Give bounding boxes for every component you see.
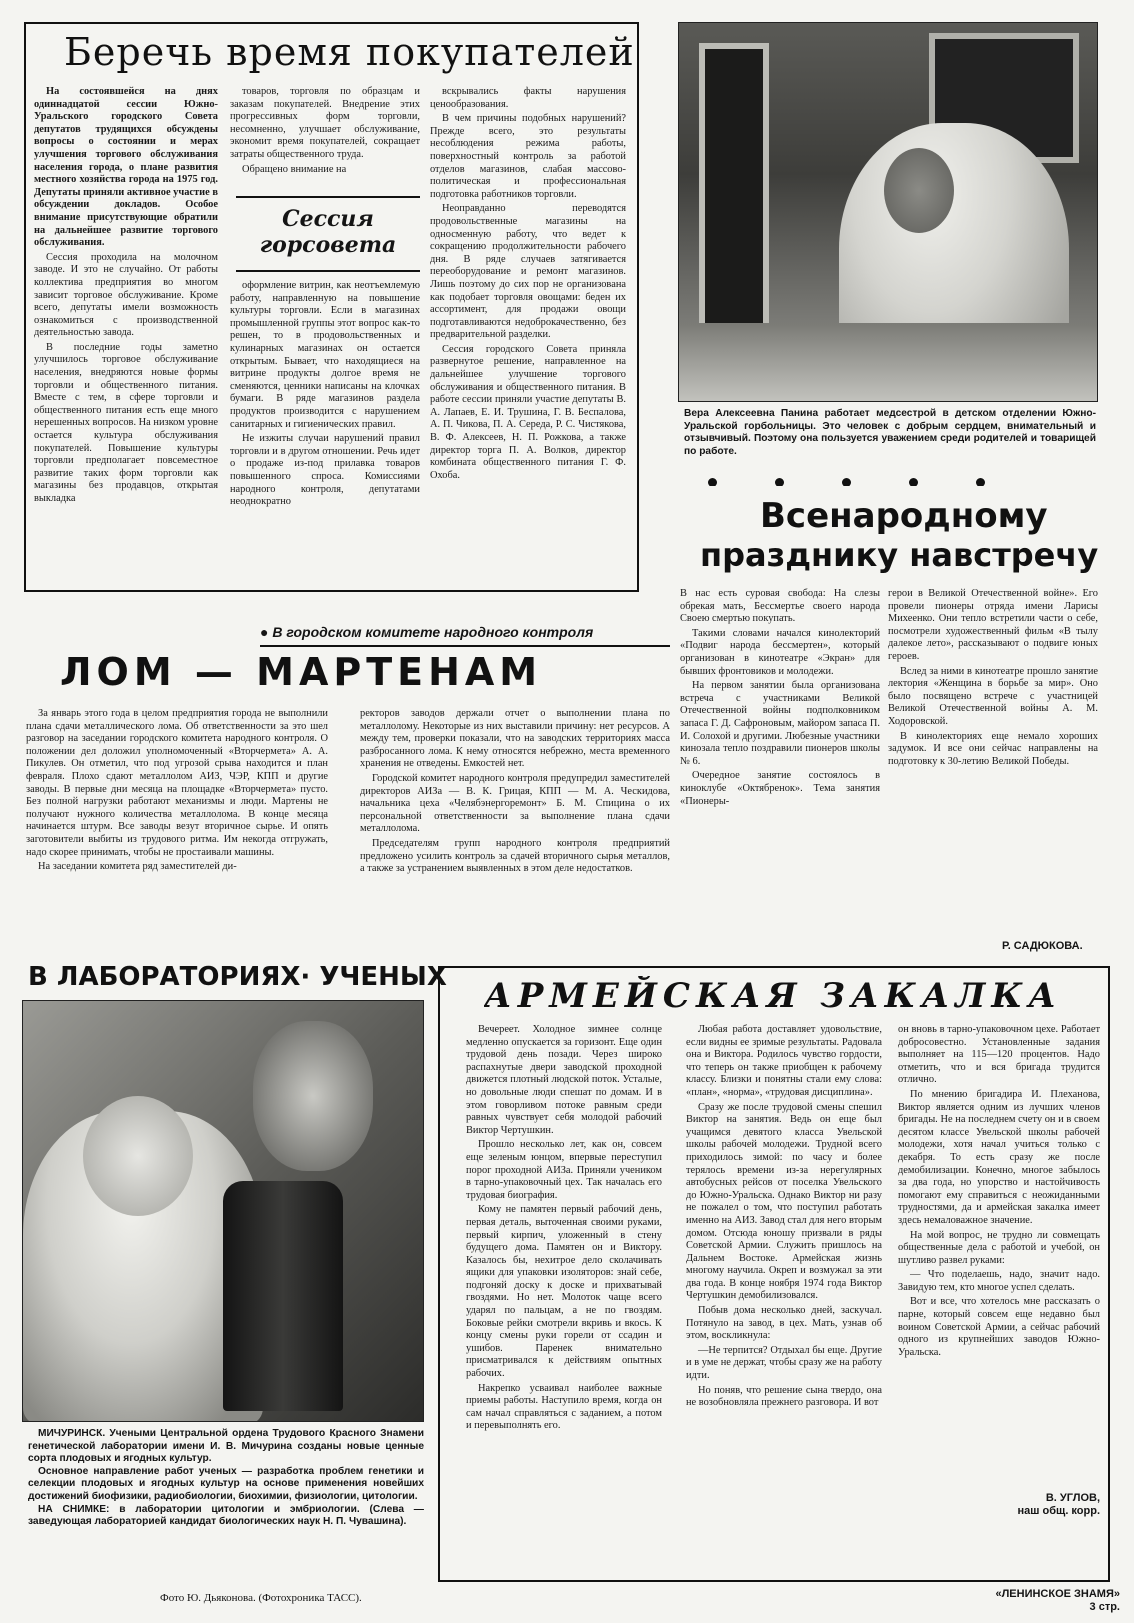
scientist-head xyxy=(83,1096,193,1216)
article3-col1 xyxy=(680,588,880,956)
article4-author-role: наш общ. корр. xyxy=(1017,1505,1100,1517)
dot xyxy=(842,478,851,486)
dot xyxy=(976,478,985,486)
table-surface xyxy=(679,323,1098,402)
paragraph: Не изжиты случаи нарушений правил торговли и в другом отношении. Речь идет о продаже из-под прилавка товаров повышенного спроса. Комиссиями народного контроля, депутатами неоднократно xyxy=(230,433,420,508)
footer-page-number: 3 стр. xyxy=(1089,1601,1120,1613)
paragraph: В кинолекториях еще немало хороших задумок. И все они сейчас направлены на подготовку к 30-летию Великой Победы. xyxy=(888,730,1098,767)
paragraph: На состоявшейся на днях одиннадцатой сессии Южно-Уральского городского Совета депутатов трудящихся обсуждены вопросы о состоянии и мерах улучшения торгового обслуживания населения города, о плане развития местного хозяйства города на 1975 год. Депутаты приняли активное участие в обсуждении докладов. Особое внимание присутствующие обратили на дальнейшее развитие торгового обслуживания. xyxy=(34,86,218,249)
microscope xyxy=(223,1181,343,1411)
nurse-photo-caption: Вера Алексеевна Панина работает медсестрой в детском отделении Южно-Уральской горбольницы. Это человек с добрым сердцем, внимательный и отзывчивый. Поэтому она пользуется уважением среди родителей и товарищей по работе. xyxy=(684,408,1096,457)
lab-heading: В ЛАБОРАТОРИЯХ· УЧЕНЫХ xyxy=(28,962,447,992)
dot-row xyxy=(708,472,1108,486)
paragraph: Обращено внимание на xyxy=(242,163,347,175)
paragraph: Сессия городского Совета приняла развернутое решение, направленное на дальнейшее улучшение торгового обслуживания и общественного питания. В работе сессии приняли участие депутаты В. А. Лапаев, Е. И. Трушина, Г. В. Беспалова, А. П. Чикова, П. А. Середа, Р. С. Чистякова, В. Ф. Алексеев, Н. П. Рожкова, а также директор торга П. А. Волков, директор комбината общественного питания Г. Ф. Охоба. xyxy=(430,343,626,481)
paragraph: Сессия проходила на молочном заводе. И это не случайно. От работы коллектива предприятия во многом зависит торговое обслуживание. Кроме всего, депутаты имели возможность ознакомиться с производственной деятельностью завода. xyxy=(34,251,218,339)
paragraph: На мой вопрос, не трудно ли совмещать общественные дела с работой и учебой, он шутливо развел руками: xyxy=(898,1229,1100,1266)
footer xyxy=(930,1588,1120,1614)
article4-col1 xyxy=(466,1024,662,1570)
paragraph: Вслед за ними в кинотеатре прошло занятие лектория «Женщина в борьбе за мир». Оно было посвящено встрече с участницей Великой Отечественной войны А. М. Ходоровской. xyxy=(888,665,1098,727)
paragraph: Любая работа доставляет удовольствие, если видны ее зримые результаты. Радовала она и Виктора. Родилось чувство гордости, что теперь он также приобщен к рабочему классу. Близки и понятны стали ему слова: «план», «норма», «трудовая дисциплина». xyxy=(686,1024,882,1098)
article1-subhead-line2: горсовета xyxy=(259,232,397,258)
article3-col2 xyxy=(888,588,1098,934)
paragraph: По мнению бригадира И. Плеханова, Виктор является одним из лучших членов бригады. Не на последнем счету он и в своем десятом классе Увельской школы рабочей молодежи, хотя начал учиться только с декабря. То есть сразу же после демобилизации. Конечно, многое забылось за два года, но упорство и настойчивость помогают ему справиться с неожиданными трудностями, да и армейская закалка имеет здесь немаловажное значение. xyxy=(898,1088,1100,1226)
lab-caption-p2: Основное направление работ ученых — разработка проблем генетики и селекции плодовых и ягодных культур на основе применения новейших достижений биофизики, радиобиологии, биохимии, физиологии, цитологии. xyxy=(28,1465,424,1502)
article4-col3 xyxy=(898,1024,1100,1488)
nurse-face xyxy=(884,148,954,233)
paragraph: оформление витрин, как неотъемлемую работу, направленную на повышение культуры торговли. Если в магазинах промышленной группы этот вопрос как-то решен, то в продовольственных и кулинарных магазинах он остается открытым. Бывает, что находящиеся на витрине продукты долгое время не сменяются, ценники написаны на клочках бумаги. В ряде магазинов раздела продуктов производится с нарушением санитарных и гигиенических правил. xyxy=(230,280,420,430)
paragraph: Но поняв, что решение сына твердо, она не возобновляла прежнего разговора. И вот xyxy=(686,1384,882,1409)
article3-author: Р. САДЮКОВА. xyxy=(1002,940,1083,952)
poem: В нас есть суровая свобода: На слезы обрекая мать, Бессмертье своего народа Своею смертью покупать. xyxy=(680,588,880,625)
lab-caption-p3: НА СНИМКЕ: в лаборатории цитологии и эмбриологии. (Слева — заведующая лабораторией кандидат биологических наук Н. П. Чувашина). xyxy=(28,1503,424,1528)
paragraph: Председателям групп народного контроля предприятий предложено усилить контроль за сдачей вторичного сырья металлов, а также за устранением выявленных в этом деле недостатков. xyxy=(360,837,670,875)
paragraph: За январь этого года в целом предприятия города не выполнили плана сдачи металлического лома. Об ответственности за это шел разговор на заседании городского комитета народного контроля. О положении дел доложил уполномоченный «Вторчермета» А. А. Пикулев. Он отметил, что под угрозой срыва находится и план февраля. Плохо сдают металлолом АИЗ, ЧЭР, КПП и другие заводы. В первые дни месяца на площадке «Вторчермета» пусто. Без полной нагрузки работают механизмы и люди. Мартены не получают нужного количества металлолома. В конце месяца начинается штурм. Все заводы везут вторичное сырье. И опять заготовители выбиты из трудового ритма. Им некогда отгружать, надо скорее принимать, чтобы не простаивали машины. xyxy=(26,708,328,858)
article3-headline-line2: празднику навстречу xyxy=(700,536,1099,574)
paragraph: Накрепко усваивал наиболее важные приемы работы. Наступило время, когда он сам начал справляться с заданием, а потом и перевыполнять его. xyxy=(466,1382,662,1432)
article4-headline: АРМЕЙСКАЯ ЗАКАЛКА xyxy=(484,976,1062,1016)
assistant-figure xyxy=(253,1021,373,1171)
dot xyxy=(909,478,918,486)
paragraph: На первом занятии была организована встреча с участниками Великой Отечественной войны подполковником запаса Г. Д. Сафроновым, майором запаса П. И. Солохой и другими. Любезные участники кинозала тепло поздравили пионеров школы № 6. xyxy=(680,680,880,767)
paragraph: герои в Великой Отечественной войне». Его провели пионеры отряда имени Ларисы Михеенко. Они тепло встретили части о себе, посмотрели художественный фильм «В тылу далекое лето», рассказывают о подвиге юных героев. xyxy=(888,588,1098,662)
article2-col2 xyxy=(360,708,670,956)
paragraph: Кому не памятен первый рабочий день, первая деталь, выточенная своими руками, первый кирпич, уложенный в стену будущего дома. Памятен он и Виктору. Казалось бы, нехитрое дело сколачивать ящики для упаковки изоляторов: знай себе, подгоняй доску к доске и прихватывай гвоздями. Но нет. Молоток чаще всего ударял по пальцам, а не по гвоздям. Боковые рейки смотрели вкривь и вкось. К концу смены руки горели от ссадин и ушибов. Паренек внимательно присматривался к действиям опытных рабочих. xyxy=(466,1204,662,1380)
paragraph: Побыв дома несколько дней, заскучал. Потянуло на завод, в цех. Мать, узнав об этом, воскликнула: xyxy=(686,1305,882,1342)
article1-col3 xyxy=(430,86,626,586)
article1-headline: Беречь время покупателей xyxy=(64,30,635,74)
article2-kicker-rule xyxy=(260,645,670,647)
paragraph: ректоров заводов держали отчет о выполнении плана по металлолому. Некоторые из них выставили причину: нет ресурсов. А между тем, проверки показали, что на заводских территориях масса разбросанного лома. К нему относятся небрежно, места временного хранения не отведены. Емкостей нет. xyxy=(360,708,670,770)
lab-photo-credit: Фото Ю. Дьяконова. (Фотохроника ТАСС). xyxy=(160,1592,362,1604)
footer-paper-name: «ЛЕНИНСКОЕ ЗНАМЯ» xyxy=(995,1588,1120,1600)
paragraph: Неоправданно переводятся продовольственные магазины на односменную работу, что ведет к сокращению продолжительности рабочего дня. В ряде случаев затягивается переоборудование и ремонт магазинов. Лишь поэтому до сих пор не организована как подобает торговля овощами: беден их ассортимент, для продажи овощи подготавливаются недоброкачественно, без предварительной разделки. xyxy=(430,203,626,341)
article1-subhead-box xyxy=(236,196,420,272)
paragraph: он вновь в тарно-упаковочном цехе. Работает добросовестно. Установленные задания выполняет на 115—120 процентов. Надо отметить, что и вся бригада трудится отлично. xyxy=(898,1024,1100,1086)
article3-headline-line1: Всенародному xyxy=(760,496,1048,536)
paragraph: Вот и все, что хотелось мне рассказать о парне, который совсем еще недавно был воином Советской Армии, а сейчас рабочий одного из крупнейших заводов Южно-Уральска. xyxy=(898,1296,1100,1358)
paragraph: вскрывались факты нарушения ценообразования. xyxy=(430,86,626,110)
paragraph: Такими словами начался кинолекторий «Подвиг народа бессмертен», который организован в кинотеатре «Экран» для бывших фронтовиков и молодежи. xyxy=(680,627,880,677)
article2-headline: ЛОМ — МАРТЕНАМ xyxy=(60,650,543,694)
article4-author xyxy=(980,1492,1100,1518)
paragraph: Очередное занятие состоялось в киноклубе «Октябренок». Тема занятия «Пионеры- xyxy=(680,770,880,807)
paragraph: —Не терпится? Отдыхал бы еще. Другие и в уме не держат, чтобы сразу же на работу идти. xyxy=(686,1344,882,1382)
paragraph: Прошло несколько лет, как он, совсем еще зеленым юнцом, впервые переступил порог проходной АИЗа. Приняли учеником в тарно-упаковочный цех. Так началась его трудовая биография. xyxy=(466,1139,662,1201)
nurse-photo xyxy=(678,22,1098,402)
article1-col2b xyxy=(230,280,420,586)
article1-col1 xyxy=(34,86,218,586)
article1-subhead-line1: Сессия xyxy=(282,206,374,232)
window-frame xyxy=(699,43,769,343)
dot xyxy=(775,478,784,486)
article1-col2a xyxy=(230,86,420,186)
article2-kicker: ● В городском комитете народного контроля xyxy=(260,624,594,640)
paragraph: товаров, торговля по образцам и заказам покупателей. Внедрение этих прогрессивных форм торговли, несомненно, улучшает обслуживание, экономит время покупателей, сокращает затраты общественного труда. xyxy=(230,86,420,160)
paragraph: Вечереет. Холодное зимнее солнце медленно опускается за горизонт. Еще один трудовой день позади. Через широко распахнутые двери заводской проходной движется плотный людской поток. Усталые, но довольные люди спешат по домам. И в этом говорливом потоке равным среди равных чувствует себя молодой рабочий Виктор Чертушкин. xyxy=(466,1024,662,1136)
dot xyxy=(708,478,717,486)
laboratory-photo xyxy=(22,1000,424,1422)
paragraph: На заседании комитета ряд заместителей ди- xyxy=(38,861,237,873)
paragraph: — Что поделаешь, надо, значит надо. Завидую тем, кто многое успел сделать. xyxy=(898,1269,1100,1293)
article4-author-name: В. УГЛОВ, xyxy=(1045,1492,1100,1504)
paragraph: В чем причины подобных нарушений? Прежде всего, это результаты несоблюдения режима работы, поверхностный контроль за работой отделов магазинов, слабая массово-политическая и профессиональная подготовка работников торговли. xyxy=(430,113,626,200)
paragraph: Городской комитет народного контроля предупредил заместителей директоров АИЗа — В. К. Грицая, КПП — М. А. Ческидова, начальника цеха «Челябэнергоремонт» Б. М. Спицина о их персональной ответственности за выполнение плана сдачи металлолома. xyxy=(360,772,670,835)
article2-col1 xyxy=(26,708,328,956)
paragraph: В последние годы заметно улучшилось торговое обслуживание населения, внедряются новые формы торговли и общественного питания. Вместе с тем, в сфере торговли и общественного питания есть еще много нерешенных вопросов. На низком уровне остается культура обслуживания покупателей. Повышение культуры торговли предполагает повсеместное развитие таких форм торговли как магазины без продавцов, открытая выкладка xyxy=(34,341,218,504)
paragraph: Сразу же после трудовой смены спешил Виктор на занятия. Ведь он еще был учащимся девятого класса Увельской школы рабочей молодежи. Трудной всего приходилось зимой: по часу и более терялось времени из-за нерегулярных автобусных рейсов от поселка Увельского до Южно-Уральска. Однако Виктор ни разу не пожалел о том, что поступил работать именно на АИЗ. Завод стал для него вторым домом. Отсюда юношу призвали в ряды Советской Армии. Служить пришлось на Дальнем Востоке. Армейская жизнь многому научила. Окреп и возмужал за эти два года. В конце ноября 1974 года Виктор Чертушкин демобилизовался. xyxy=(686,1101,882,1302)
article4-col2 xyxy=(686,1024,882,1570)
lab-caption-p1: МИЧУРИНСК. Учеными Центральной ордена Трудового Красного Знамени генетической лаборатории имени И. В. Мичурина созданы новые ценные сорта плодовых и ягодных культур. xyxy=(28,1428,424,1465)
lab-caption xyxy=(28,1428,424,1588)
